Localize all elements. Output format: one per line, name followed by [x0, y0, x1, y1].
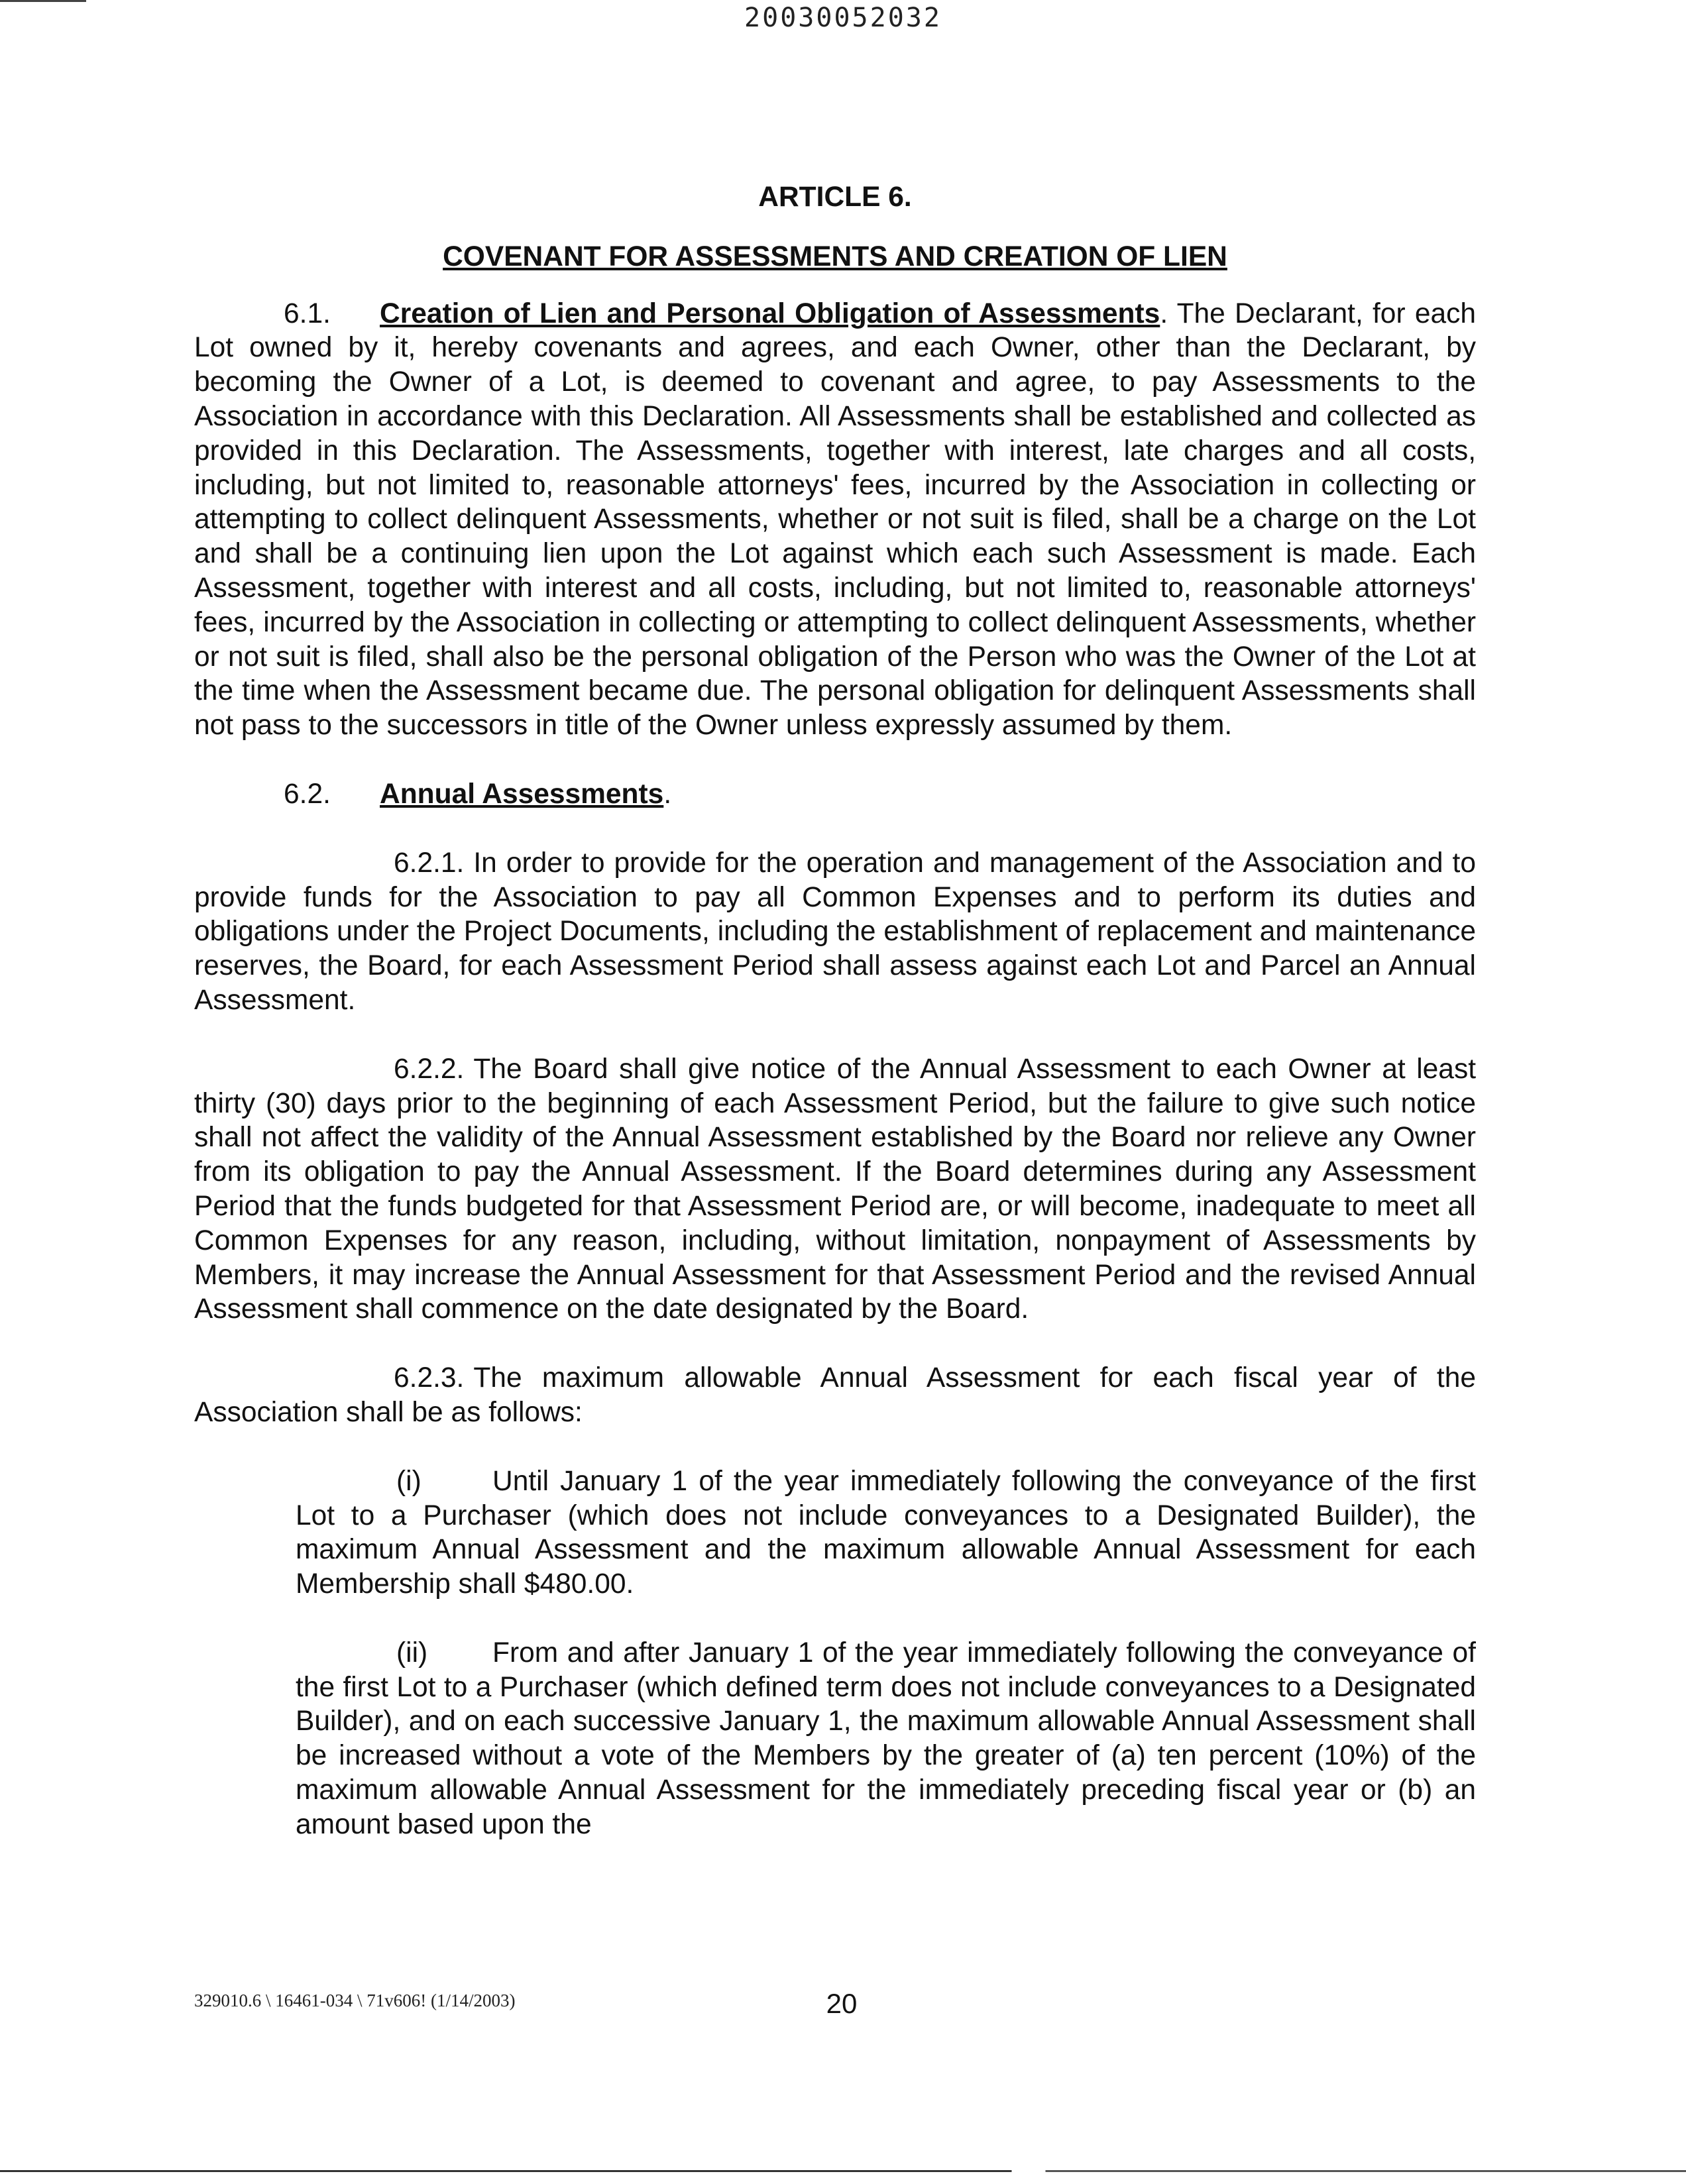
subsection-6-2-3: [194, 1361, 1476, 1430]
item-number: (i): [396, 1465, 422, 1497]
section-number: 6.1.: [284, 298, 331, 329]
recording-number: 20030052032: [744, 3, 942, 33]
page-body: [194, 180, 1476, 1877]
scan-edge-mark: [0, 0, 86, 2]
section-title: Annual Assessments: [380, 778, 664, 810]
subsection-6-2-1: [194, 846, 1476, 1018]
subsection-text: The Board shall give notice of the Annual Assessment to each Owner at least thirty (30) days prior to the beginning of each Assessment Period, but the failure to give such notice shall not affect the validity of the Annual Assessment established by the Board nor relieve any Owner from its obligation to pay the Annual Assessment. If the Board determines during any Assessment Period that the funds budgeted for that Assessment Period are, or will become, inadequate to meet all Common Expenses for any reason, including, without limitation, nonpayment of Assessments by Members, it may increase the Annual Assessment for that Assessment Period and the revised Annual Assessment shall commence on the date designated by the Board.: [194, 1053, 1476, 1325]
section-number: 6.2.: [284, 778, 331, 810]
article-title: COVENANT FOR ASSESSMENTS AND CREATION OF LIEN: [443, 241, 1227, 272]
subsection-text: The maximum allowable Annual Assessment for each fiscal year of the Association shall be as follows:: [194, 1362, 1476, 1428]
footer-document-reference: 329010.6 \ 16461-034 \ 71v606! (1/14/2003): [194, 1991, 516, 2010]
page-number: 20: [826, 1988, 858, 2019]
section-title-suffix: .: [663, 778, 672, 810]
section-title: Creation of Lien and Personal Obligation of Assessments: [380, 298, 1160, 329]
item-ii: [296, 1636, 1476, 1842]
article-heading: ARTICLE 6.: [758, 182, 912, 213]
subsection-number: 6.2.2.: [394, 1053, 465, 1085]
subsection-number: 6.2.3.: [394, 1362, 465, 1394]
item-text: Until January 1 of the year immediately following the conveyance of the first Lot to a Purchaser (which does not include conveyances to a Designated Builder), the maximum Annual Assessment and the maximum allowable Annual Assessment for each Membership shall $480.00.: [296, 1465, 1476, 1600]
subsection-text: In order to provide for the operation and management of the Association and to provide funds for the Association to pay all Common Expenses and to perform its duties and obligations under the Project Documents, including the establishment of replacement and maintenance reserves, the Board, for each Assessment Period shall assess against each Lot and Parcel an Annual Assessment.: [194, 847, 1476, 1016]
scan-bottom-rule: [0, 2170, 1686, 2172]
section-6-1: [194, 297, 1476, 743]
subsection-number: 6.2.1.: [394, 847, 465, 879]
item-text: From and after January 1 of the year immediately following the conveyance of the first Lot to a Purchaser (which defined term does not include conveyances to a Designated Builder), and on each successive January 1, the maximum allowable Annual Assessment shall be increased without a vote of the Members by the greater of (a) ten percent (10%) of the maximum allowable Annual Assessment for the immediately preceding fiscal year or (b) an amount based upon the: [296, 1637, 1476, 1840]
subsection-6-2-2: [194, 1052, 1476, 1327]
item-i: [296, 1464, 1476, 1602]
section-text: . The Declarant, for each Lot owned by it, hereby covenants and agrees, and each Owner, other than the Declarant, by becoming the Owner of a Lot, is deemed to covenant and agree, to pay Assessments to the Association in accordance with this Declaration. All Assessments shall be established and collected as provided in this Declaration. The Assessments, together with interest, late charges and all costs, including, but not limited to, reasonable attorneys' fees, incurred by the Association in collecting or attempting to collect delinquent Assessments, whether or not suit is filed, shall be a charge on the Lot and shall be a continuing lien upon the Lot against which each such Assessment is made. Each Assessment, together with interest and all costs, including, but not limited to, reasonable attorneys' fees, incurred by the Association in collecting or attempting to collect delinquent Assessments, whether or not suit is filed, shall also be the personal obligation of the Person who was the Owner of the Lot at the time when the Assessment became due. The personal obligation for delinquent Assessments shall not pass to the successors in title of the Owner unless expressly assumed by them.: [194, 298, 1476, 741]
item-number: (ii): [396, 1637, 428, 1668]
section-6-2: [194, 777, 1476, 812]
